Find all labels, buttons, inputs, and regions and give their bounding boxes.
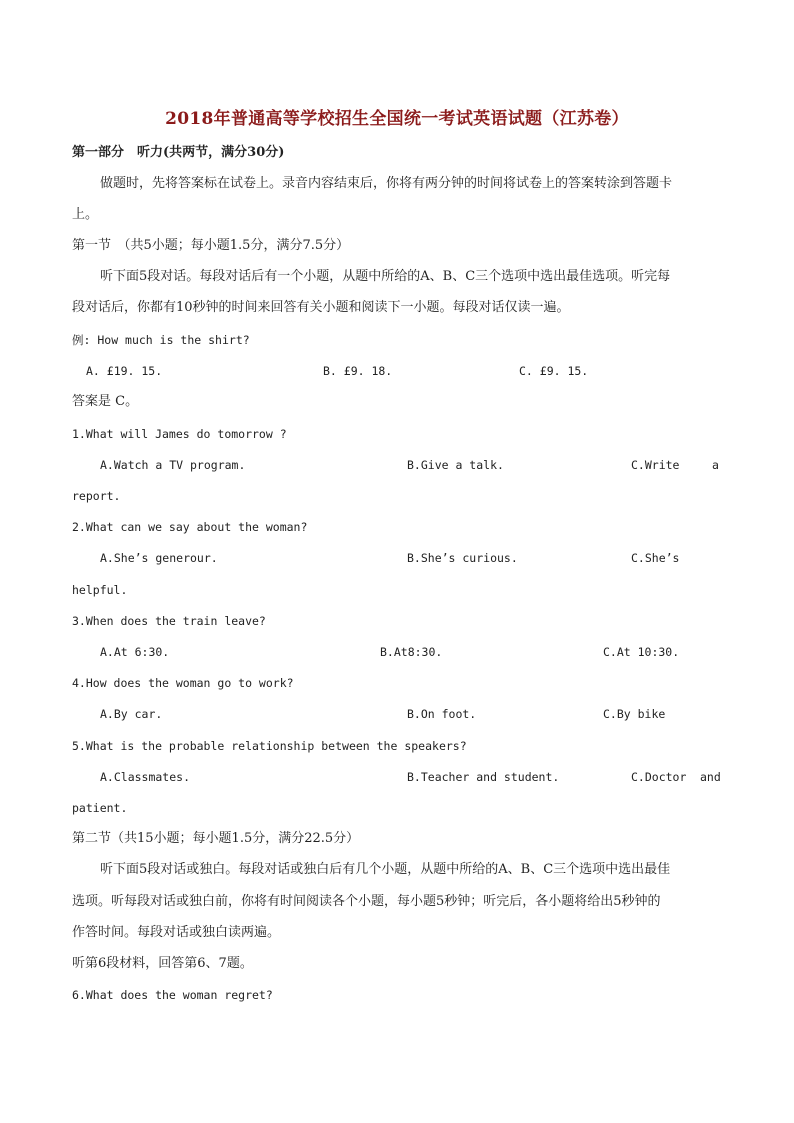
section1-instruction-1: 听下面5段对话。每段对话后有一个小题，从题中所给的A、B、C三个选项中选出最佳选项。听完每 [100, 269, 671, 284]
q4-option-b: B.On foot. [407, 707, 477, 721]
q5-option-c-continued: and [700, 770, 721, 784]
q4-option-c: C.By bike [603, 707, 666, 721]
section2-instruction-2: 选项。听每段对话或独白前，你将有时间阅读各个小题，每小题5秒钟；听完后，各小题将给出5秒钟的 [72, 894, 661, 909]
q4-option-a: A.By car. [100, 707, 163, 721]
example-option-a: A. £19. 15. [86, 364, 163, 378]
question-6: 6.What does the woman regret? [72, 988, 273, 1002]
q2-option-a: A.She’s generour. [100, 551, 218, 565]
q5-option-b: B.Teacher and student. [407, 770, 560, 784]
section2-instruction-3: 作答时间。每段对话或独白读两遍。 [72, 925, 281, 940]
question-1: 1.What will James do tomorrow ? [72, 427, 287, 441]
part1-heading: 第一部分 听力(共两节，满分30分) [72, 145, 285, 160]
intro-line-1: 做题时，先将答案标在试卷上。录音内容结束后，你将有两分钟的时间将试卷上的答案转涂到答题卡 [100, 176, 673, 191]
q3-option-b: B.At8:30. [380, 645, 443, 659]
q2-option-c: C.She’s [631, 551, 680, 565]
q5-option-c-wrap: patient. [72, 801, 128, 815]
question-3: 3.When does the train leave? [72, 614, 266, 628]
q1-option-b: B.Give a talk. [407, 458, 504, 472]
example-option-c: C. £9. 15. [519, 364, 589, 378]
q5-option-a: A.Classmates. [100, 770, 191, 784]
q3-option-c: C.At 10:30. [603, 645, 680, 659]
question-5: 5.What is the probable relationship between the speakers? [72, 739, 467, 753]
example-question: 例: How much is the shirt? [72, 333, 250, 347]
material-6-heading: 听第6段材料，回答第6、7题。 [72, 956, 253, 971]
example-option-b: B. £9. 18. [323, 364, 393, 378]
q2-option-b: B.She’s curious. [407, 551, 518, 565]
exam-title: 2018年普通高等学校招生全国统一考试英语试题（江苏卷） [165, 109, 629, 129]
q1-option-c-continued: a [712, 458, 719, 472]
q2-option-c-wrap: helpful. [72, 583, 128, 597]
question-2: 2.What can we say about the woman? [72, 520, 308, 534]
intro-line-2: 上。 [72, 207, 99, 222]
section1-heading: 第一节 （共5小题；每小题1.5分，满分7.5分） [72, 238, 350, 253]
example-answer: 答案是 C。 [72, 394, 139, 409]
question-4: 4.How does the woman go to work? [72, 676, 294, 690]
q1-option-a: A.Watch a TV program. [100, 458, 246, 472]
section2-instruction-1: 听下面5段对话或独白。每段对话或独白后有几个小题，从题中所给的A、B、C三个选项中选出最佳 [100, 862, 671, 877]
q1-option-c: C.Write [631, 458, 680, 472]
section2-heading: 第二节（共15小题；每小题1.5分，满分22.5分） [72, 831, 360, 846]
q1-option-c-wrap: report. [72, 489, 121, 503]
q5-option-c: C.Doctor [631, 770, 687, 784]
q3-option-a: A.At 6:30. [100, 645, 170, 659]
section1-instruction-2: 段对话后，你都有10秒钟的时间来回答有关小题和阅读下一小题。每段对话仅读一遍。 [72, 300, 570, 315]
